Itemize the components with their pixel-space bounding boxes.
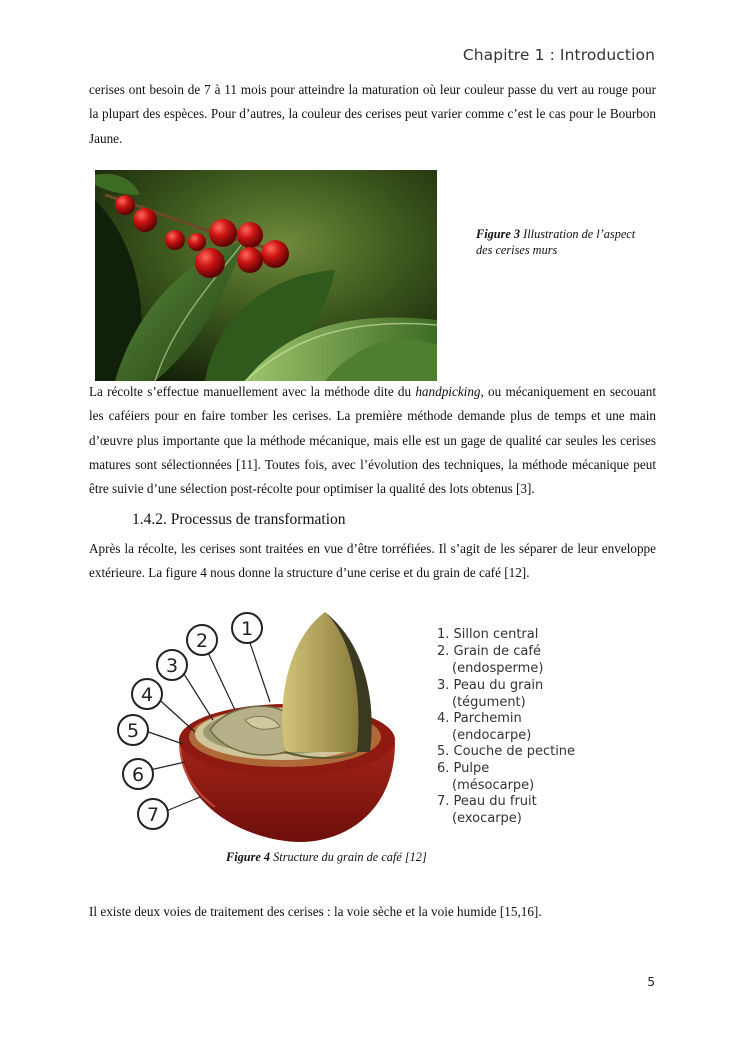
label-4	[132, 679, 162, 709]
label-2	[187, 625, 217, 655]
legend-3: 3. Peau du grain	[437, 678, 544, 693]
label-6	[123, 759, 153, 789]
legend-7-sub: (exocarpe)	[452, 811, 522, 826]
figure-3-caption-text: Illustration de l’aspect des cerises murs	[476, 227, 636, 257]
svg-text:3: 3	[165, 655, 179, 677]
paragraph-treatment: Il existe deux voies de traitement des cerises : la voie sèche et la voie humide [15,16].	[89, 904, 542, 919]
legend-2: 2. Grain de café	[437, 644, 541, 659]
paragraph-harvest-italic: handpicking	[415, 384, 481, 399]
label-3	[157, 650, 187, 680]
legend-6: 6. Pulpe	[437, 761, 490, 776]
svg-text:2: 2	[195, 630, 209, 652]
coffee-bean-structure-diagram	[95, 602, 605, 847]
svg-text:6: 6	[131, 764, 145, 786]
chapter-header: Chapitre 1 : Introduction	[462, 46, 655, 64]
coffee-cherries-photo	[95, 170, 437, 381]
page-number: 5	[647, 975, 655, 989]
label-5	[118, 715, 148, 745]
svg-text:5: 5	[126, 720, 140, 742]
legend-2-sub: (endosperme)	[452, 661, 544, 676]
figure-3-caption	[476, 226, 646, 258]
figure-4-label: Figure 4	[226, 850, 271, 864]
legend-4: 4. Parchemin	[437, 711, 522, 726]
paragraph-processing: Après la récolte, les cerises sont traitées en vue d’être torréfiées. Il s’agit de les séparer de leur enveloppe extérieure. La figure 4 nous donne la structure d’une cerise et du grain de café [12].	[89, 541, 656, 581]
svg-text:4: 4	[140, 684, 154, 706]
section-heading: 1.4.2. Processus de transformation	[132, 511, 346, 528]
paragraph-harvest-part2: , ou mécaniquement en secouant les caféiers pour en faire tomber les cerises. La première méthode demande plus de temps et une main d’œuvre plus importante que la méthode mécanique, mais elle est un gage de qualité car seules les cerises matures sont sélectionnées [11]. Toutes fois, avec l’évolution des techniques, la méthode mécanique peut être suivie d’une sélection post-récolte pour optimiser la qualité des lots obtenus [3].	[89, 384, 656, 497]
legend-5: 5. Couche de pectine	[437, 744, 576, 759]
label-1	[232, 613, 262, 643]
paragraph-harvest	[89, 380, 656, 501]
paragraph-harvest-part1: La récolte s’effectue manuellement avec la méthode dite du	[89, 384, 416, 399]
svg-text:7: 7	[146, 804, 160, 826]
figure-3-label: Figure 3	[476, 227, 521, 241]
figure-4-caption	[226, 850, 427, 865]
legend-4-sub: (endocarpe)	[452, 728, 532, 743]
label-7	[138, 799, 168, 829]
figure-4-caption-text: Structure du grain de café [12]	[273, 850, 427, 864]
legend-7: 7. Peau du fruit	[437, 794, 537, 809]
legend-1: 1. Sillon central	[437, 627, 539, 642]
paragraph-maturation: cerises ont besoin de 7 à 11 mois pour atteindre la maturation où leur couleur passe du vert au rouge pour la plupart des espèces. Pour d’autres, la couleur des cerises peut varier comme c’est le cas pour le Bourbon Jaune.	[89, 82, 656, 146]
svg-text:1: 1	[240, 618, 254, 640]
legend-6-sub: (mésocarpe)	[452, 778, 535, 793]
legend-3-sub: (tégument)	[452, 695, 526, 710]
